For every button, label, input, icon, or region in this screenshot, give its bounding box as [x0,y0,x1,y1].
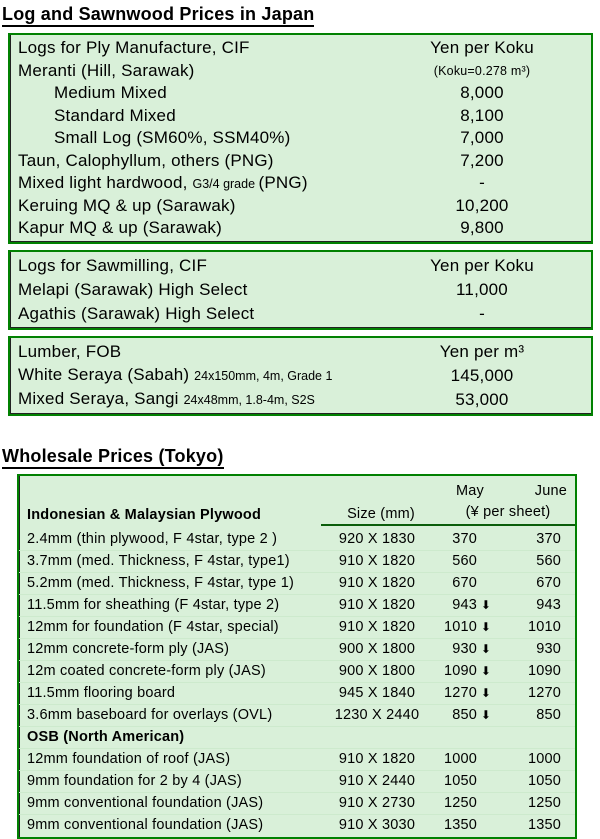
table-row [10,340,591,364]
row-june-price: 1050 [527,772,561,789]
row-may-price: 1250 [443,794,477,811]
row-june-price: 670 [536,574,561,591]
row-may-price: 560 [452,552,477,569]
row-size: 910 X 1820 [338,574,416,591]
row-label-part-small: 24x48mm, 1.8-4m, S2S [183,393,315,407]
table-row [10,364,591,388]
row-june-price: 943 [536,596,561,613]
row-may-price: 1000 [443,750,477,767]
row-value: 7,200 [460,150,504,170]
row-label [10,364,397,387]
row-june-price: 370 [536,530,561,547]
table-row [19,748,575,770]
table-row [19,550,575,572]
row-label: Medium Mixed [54,83,167,103]
table-row [10,150,591,173]
table-row [19,660,575,682]
row-label: 2.4mm (thin plywood, F 4star, type 2 ) [27,530,278,547]
row-value: 8,000 [460,83,504,103]
section-title: Wholesale Prices (Tokyo) [2,446,224,469]
column-header-june: June [534,482,567,499]
column-header-size-label: Size (mm) [347,505,415,522]
table-row [10,60,591,83]
table-subheader-row [19,726,575,748]
row-label: 12mm for foundation (F 4star, special) [27,618,279,635]
row-label [10,388,397,411]
page-title: Log and Sawnwood Prices in Japan [2,4,314,27]
row-value: - [479,303,485,323]
row-label: Agathis (Sarawak) High Select [18,303,255,323]
column-unit-header: Yen per Koku [430,255,534,275]
row-value: 8,100 [460,105,504,125]
row-label-part: Mixed light hardwood, [18,172,193,192]
row-label-part: Mixed Seraya, Sangi [18,389,184,408]
row-size: 910 X 1820 [338,552,416,569]
row-may-price: 1350 [443,816,477,833]
row-label: 3.7mm (med. Thickness, F 4star, type1) [27,552,290,569]
row-size: 920 X 1830 [338,530,416,547]
column-header-size [321,506,441,526]
column-header-may: May [456,482,484,499]
table-row [19,682,575,704]
column-header-product: Indonesian & Malaysian Plywood [27,506,262,523]
row-may-price: 1010 [443,618,477,635]
row-value: 7,000 [460,128,504,148]
row-june-price: 1350 [527,816,561,833]
wholesale-table [17,474,577,839]
table-row [10,82,591,105]
row-size: 910 X 3030 [338,816,416,833]
row-label: Keruing MQ & up (Sarawak) [18,195,236,215]
row-june-price: 1000 [527,750,561,767]
row-size: 900 X 1800 [338,662,416,679]
row-label: 9mm conventional foundation (JAS) [27,794,264,811]
row-june-price: 1010 [527,618,561,635]
table-row [19,704,575,726]
row-label: 11.5mm flooring board [27,684,176,701]
row-may-price: 1050 [443,772,477,789]
row-june-price: 1270 [527,684,561,701]
row-label: 12mm foundation of roof (JAS) [27,750,231,767]
table-row [19,638,575,660]
row-size: 945 X 1840 [338,684,416,701]
row-size: 910 X 1820 [338,750,416,767]
row-may-price: 1090 [443,662,477,679]
row-label: Logs for Ply Manufacture, CIF [18,38,250,58]
row-label: Kapur MQ & up (Sarawak) [18,218,222,238]
row-label: 9mm conventional foundation (JAS) [27,816,264,833]
table-row [10,302,591,326]
table-row [10,172,591,195]
down-arrow-icon: ⬇ [480,597,492,612]
column-header-prices [441,480,575,526]
page [0,4,600,833]
section-title-logs [2,4,600,27]
table-row [10,278,591,302]
row-label-part-small: G3/4 grade [192,176,259,191]
row-size: 910 X 1820 [338,596,416,613]
table-row [19,616,575,638]
row-label: Melapi (Sarawak) High Select [18,279,248,299]
row-size: 910 X 1820 [338,618,416,635]
row-label [10,172,397,195]
column-unit-header: Yen per Koku [430,38,534,58]
row-june-price: 560 [536,552,561,569]
row-label: 5.2mm (med. Thickness, F 4star, type 1) [27,574,295,591]
table-header-row [19,478,575,526]
row-value: 10,200 [455,195,509,215]
row-value: 53,000 [455,389,509,409]
row-value: 145,000 [450,365,514,385]
down-arrow-icon: ⬇ [480,641,492,656]
subheader-label: OSB (North American) [27,728,185,745]
row-label: Lumber, FOB [18,341,122,361]
row-label: Meranti (Hill, Sarawak) [18,60,195,80]
row-may-price: 930 [452,640,477,657]
row-may-price: 943 [452,596,477,613]
row-label-part-small: 24x150mm, 4m, Grade 1 [194,369,333,383]
column-header-unit: (¥ per sheet) [441,502,575,526]
table-row [10,105,591,128]
row-label: Taun, Calophyllum, others (PNG) [18,150,274,170]
table-row [10,388,591,412]
row-may-price: 370 [452,530,477,547]
table-row [19,594,575,616]
row-label-part: (PNG) [258,172,308,192]
section-title-wholesale [2,446,600,469]
row-label: Small Log (SM60%, SSM40%) [54,128,291,148]
row-june-price: 1250 [527,794,561,811]
row-label: Standard Mixed [54,105,176,125]
row-label: Logs for Sawmilling, CIF [18,255,208,275]
row-may-price: 1270 [443,684,477,701]
row-size: 900 X 1800 [338,640,416,657]
lumber-table [8,336,593,416]
row-label: 12m coated concrete-form ply (JAS) [27,662,266,679]
table-row [19,572,575,594]
row-label: 12mm concrete-form ply (JAS) [27,640,230,657]
table-row [19,770,575,792]
row-value: - [479,173,485,193]
row-june-price: 850 [536,706,561,723]
down-arrow-icon: ⬇ [480,707,492,722]
row-size: 910 X 2730 [338,794,416,811]
down-arrow-icon: ⬇ [480,685,492,700]
table-row [10,37,591,60]
price-months-row [441,480,575,502]
table-row [19,529,575,550]
row-value: 11,000 [456,279,508,299]
table-row [19,814,575,836]
row-june-price: 930 [536,640,561,657]
row-value: (Koku=0.278 m³) [433,63,531,78]
table-row [19,792,575,814]
logs-sawmilling-table [8,250,593,330]
row-may-price: 850 [452,706,477,723]
down-arrow-icon: ⬇ [480,663,492,678]
row-may-price: 670 [452,574,477,591]
table-row [10,127,591,150]
row-label: 3.6mm baseboard for overlays (OVL) [27,706,273,723]
table-row [10,217,591,240]
row-june-price: 1090 [527,662,561,679]
row-size: 910 X 2440 [338,772,416,789]
table-row [10,254,591,278]
row-label-part: White Seraya (Sabah) [18,365,195,384]
row-value: 9,800 [460,218,504,238]
column-unit-header: Yen per m³ [439,341,525,361]
logs-ply-table [8,33,593,244]
row-label: 9mm foundation for 2 by 4 (JAS) [27,772,242,789]
row-label: 11.5mm for sheathing (F 4star, type 2) [27,596,280,613]
table-row [10,195,591,218]
row-size: 1230 X 2440 [334,706,420,723]
down-arrow-icon: ⬇ [480,619,492,634]
